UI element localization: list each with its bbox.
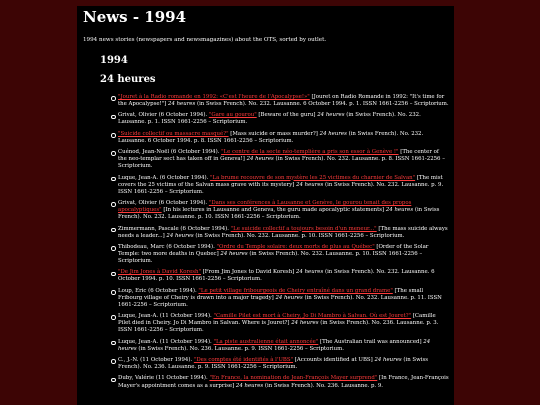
citation-journal: 24 heures [374,357,402,364]
citation-journal: 24 heures [235,382,264,389]
citation-details: (in Swiss French). No. 236. Lausanne. p. 3. ISSN 1661-2256 – Scriptorium. [118,320,439,334]
citation-journal: 24 heures [296,269,324,276]
citation-title-link[interactable]: "Suicide collectif ou massacre masqué?" [118,130,229,137]
citation-translation: [Jouret on Radio Romande in 1992: "It's time for the Apocalypse!"] [118,94,445,108]
year-heading: 1994 [100,55,128,66]
citation-title-link[interactable]: "La piste australienne était annoncée" [213,338,319,345]
citation-author-date: Grivat, Olivier (6 October 1994). [118,200,209,207]
citation-journal: 24 heures [296,181,324,188]
citation-details: (in Swiss French). No. 232. Lausanne. 6 October 1994. p. 8. ISSN 1661-2256 – Scriptorium. [118,130,424,144]
citation-title-link[interactable]: "Le centre de la secte néo-templière a pris son essor à Genève !" [221,149,399,156]
citation-author-date: C., J.-N. (11 October 1994). [118,357,194,364]
citation-journal: 24 heures [118,338,431,352]
citation-translation: [In France, Jean-François Mayer's appointment comes as a surprise] [118,375,449,389]
citation-journal: 24 heures [166,232,194,239]
citation-title-link[interactable]: "Des comptes été identifiés à l'UBS" [193,357,294,364]
citation-author-date: Luque, Jean-A. (6 October 1994). [118,174,211,181]
citation-translation: [The mass suicide always needs a leader...] [118,225,448,239]
citation-title-link[interactable]: "Jouret à la Radio romande en 1992: «C'est l'heure de l'Apocalypse!»" [118,94,310,100]
citation-translation: [The center of the neo-templar sect has taken off in Geneva!] [118,149,439,163]
citation-title-link[interactable]: "Gare au gourou" [208,112,257,119]
citation-title-link[interactable]: "La brume recouvre de son mystère les 25 victimes du charnier de Salvan" [210,174,416,181]
citation-details: (in Swiss French). No. 232. Lausanne. p. 10. ISSN 1661-2256 – Scriptorium. [118,207,440,221]
citation-journal: 24 heures [385,207,414,214]
citation-journal: 24 heures [246,156,274,163]
citation-journal: 24 heures [275,294,303,301]
citation-details: (in Swiss French). No. 236. Lausanne. p. 9. [263,382,383,389]
citation-item [111,357,449,371]
citation-author-date: Cuénod, Jean-Noël (6 October 1994). [118,149,222,156]
citation-author-date: Luque, Jean-A. (11 October 1994). [118,313,214,320]
citation-item [111,200,449,221]
citation-title-link[interactable]: "Camille Pilet est mort à Cheiry, Jo Di Mambro à Salvan. Où est Jouret?" [213,313,412,320]
citation-title-link[interactable]: "Le petit village fribourgeois de Cheiry entraîné dans un grand drame" [198,287,393,294]
citation-item [111,94,449,108]
citation-author-date: Grivat, Olivier (6 October 1994). [118,112,209,119]
citation-item [111,112,449,126]
citation-translation: [Mass suicide or mass murder?] [228,130,320,137]
citation-journal: 24 heures [291,320,319,327]
citation-author-date: Luque, Jean-A. (11 October 1994). [118,338,214,345]
citation-list [111,94,449,394]
citation-item [111,313,449,334]
citation-translation: [From Jim Jones to David Koresh] [200,269,296,276]
citation-item [111,339,449,353]
citation-details: (in Swiss French). No. 236. Lausanne. p. 9. ISSN 1661-2256 – Scriptorium. [118,357,428,371]
citation-item [111,269,449,283]
citation-details: (in Swiss French). No. 232. Lausanne. p. 11. ISSN 1661-2256 – Scriptorium. [118,294,442,308]
citation-details: (in Swiss French). No. 232. Lausanne. 6 October 1994. p. 1. ISSN 1661-2256 – Scriptorium. [195,101,449,108]
citation-item [111,149,449,170]
citation-translation: [Camille Pilet died in Cheiry. Jo Di Mambro in Salvan. Where is Jouret?] [118,313,436,327]
citation-title-link[interactable]: "De Jim Jones à David Koresh" [118,269,201,276]
citation-title-link[interactable]: "Ordre du Temple solaire: deux morts de plus au Québec" [216,243,375,250]
citation-translation: [The small Fribourg village of Cheiry is drawn into a major tragedy] [118,287,424,301]
citation-details: (in Swiss French). No. 232. Lausanne. 6 October 1994. p. 10. ISSN 1661-2256 – Scriptorium. [118,269,435,283]
citation-title-link[interactable]: "En France, la nomination de Jean-François Mayer surprend" [209,375,378,382]
citation-details: (in Swiss French). No. 236. Lausanne. p. 9. ISSN 1661-2256 – Scriptorium. [136,345,344,352]
citation-translation: [Beware of the guru] [256,112,318,119]
page-title: News - 1994 [83,8,187,26]
citation-details: (in Swiss French). No. 232. Lausanne. p. 10. ISSN 1661-2256 – Scriptorium. [118,251,423,265]
citation-details: (in Swiss French). No. 232. Lausanne. p. 9. ISSN 1661-2256 – Scriptorium. [118,181,444,195]
citation-title-link[interactable]: "Dans ses conférences à Lausanne et Genève, le gourou tenait des propos apocalyptiques" [118,200,412,214]
citation-author-date: Loup, Eric (6 October 1994). [118,287,199,294]
citation-author-date: Duby, Valérie (11 October 1994). [118,375,210,382]
citation-translation: [The Australian trail was announced] [318,338,424,345]
citation-item [111,226,449,240]
citation-translation: [In his lectures in Lausanne and Geneva, the guru made apocalyptic statements] [161,207,386,214]
outlet-heading: 24 heures [100,74,156,85]
citation-journal: 24 heures [317,112,345,119]
citation-details: (in Swiss French). No. 232. Lausanne. p. 8. ISSN 1661-2256 – Scriptorium. [118,156,445,170]
citation-item [111,288,449,309]
citation-details: (in Swiss French). No. 232. Lausanne. p. 10. ISSN 1661-2256 – Scriptorium. [193,232,405,239]
page-content [77,6,454,405]
citation-author-date: Zimmermann, Pascale (6 October 1994). [118,225,231,232]
citation-journal: 24 heures [168,101,196,108]
citation-item [111,244,449,265]
citation-item [111,175,449,196]
citation-translation: [The mist covers the 25 victims of the Salvan mass grave with its mystery] [118,174,443,188]
citation-details: (in Swiss French). No. 232. Lausanne. p. 1. ISSN 1661-2256 – Scriptorium. [118,112,421,126]
citation-journal: 24 heures [220,251,248,257]
citation-translation: [Order of the Solar Temple: two more deaths in Quebec] [118,243,429,257]
citation-item [111,131,449,145]
citation-translation: [Accounts identified at UBS] [293,357,375,364]
citation-author-date: Thibodeau, Marc (6 October 1994). [118,243,217,250]
intro-text: 1994 news stories (newspapers and newsmagazines) about the OTS, sorted by outlet. [83,37,327,43]
citation-item [111,375,449,389]
citation-title-link[interactable]: "Le suicide collectif a toujours besoin d'un meneur..." [230,225,377,232]
citation-journal: 24 heures [319,130,347,137]
